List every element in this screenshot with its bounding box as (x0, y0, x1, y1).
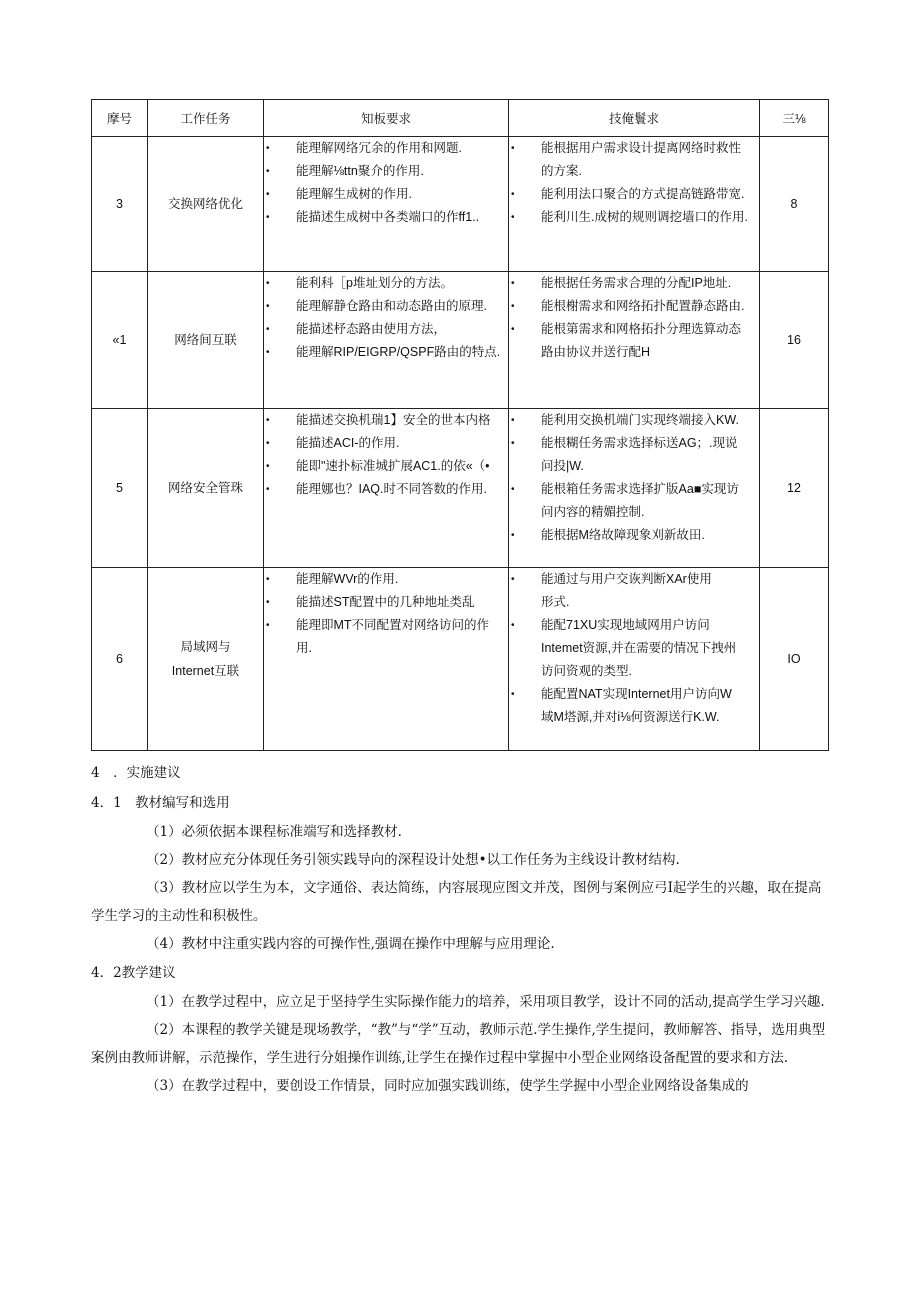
header-number: 摩号 (92, 100, 148, 137)
skill-item: • 能利用法口聚合的方式提高链路带宽. (509, 183, 759, 206)
knowledge-item: • 能描述交换机瑞1】安全的世本内格 (264, 409, 508, 432)
knowledge-item: • 能利科［p堆址划分的方法。 (264, 272, 508, 295)
teaching-item: （2）本课程的教学关键是现场教学，“教”与“学”互动，教师示范.学生操作,学生提问，教师解答、指导，选用典型案例由教师讲解，示范操作，学生进行分姐操作训练,让学生在操作过程中掌握中小型企业网络设备配置的要求和方法. (91, 1022, 826, 1066)
row-number: «1 (92, 272, 148, 409)
skills-cell (509, 137, 760, 272)
section-4-heading: 4 ．实施建议 (91, 765, 181, 781)
skill-item: • 能通过与用户交诙判断XAr使用 形式. (509, 568, 759, 614)
knowledge-item: • 能描述杼态路由使用方法， (264, 318, 508, 341)
course-task-table (91, 99, 829, 751)
row-number: 3 (92, 137, 148, 272)
row-hours: 16 (760, 272, 829, 409)
row-hours: IO (760, 568, 829, 751)
teaching-item: （1）在教学过程中，应立足于坚持学生实际操作能力的培养，采用项目教学，设计不同的活动,提高学生学习兴趣. (146, 994, 825, 1010)
header-hours: 三⅛ (760, 100, 829, 137)
table-row (92, 568, 829, 751)
knowledge-item: • 能即"速扑标准城扩展AC1.的依«（• (264, 455, 508, 478)
textbook-item: （2）教材应充分体现任务引领实践导向的深程设计处想•以工作任务为主线设计教材结构. (146, 852, 680, 868)
knowledge-item: • 能理解网络冗余的作用和网题. (264, 137, 508, 160)
knowledge-item: • 能理解静仓路由和动态路由的原理. (264, 295, 508, 318)
knowledge-item: • 能描述ST配置中的几种地址类乱 (264, 591, 508, 614)
knowledge-item: • 能理娜也？IAQ.时不同答数的作用. (264, 478, 508, 501)
skill-item: • 能根箱任务需求选择扩版Aa■实现访 问内容的精媚控制. (509, 478, 759, 524)
teaching-item: （3）在教学过程中，要创设工作情景，同时应加强实践训练，使学生学握中小型企业网络设备集成的 (146, 1078, 749, 1094)
row-hours: 8 (760, 137, 829, 272)
skills-cell (509, 568, 760, 751)
knowledge-item: • 能理解RIP/EIGRP/QSPF路由的特点. (264, 341, 508, 364)
knowledge-cell (264, 272, 509, 409)
knowledge-item: • 能描述生成树中各类端口的作ff1.. (264, 206, 508, 229)
table-row (92, 272, 829, 409)
knowledge-cell (264, 568, 509, 751)
row-task: 网络安全管珠 (148, 409, 264, 568)
row-number: 5 (92, 409, 148, 568)
table-row (92, 409, 829, 568)
skills-cell (509, 409, 760, 568)
skill-item: • 能根第需求和网格拓扑分理选算动态 路由协议并送行配H (509, 318, 759, 364)
textbook-item: （4）教材中注重实践内容的可操作性,强调在操作中理解与应用理论. (146, 936, 555, 952)
knowledge-cell (264, 137, 509, 272)
implementation-suggestions (91, 758, 831, 1100)
skill-item: • 能根糊任务需求选择标送AG；.现说 问投|W. (509, 432, 759, 478)
knowledge-item: • 能描述ACI-的作用. (264, 432, 508, 455)
textbook-item: （3）教材应以学生为本，文字通俗、表达简练，内容展现应图文并茂，图例与案例应弓I起学生的兴趣，取在提高学生学习的主动性和积极性。 (91, 880, 822, 924)
header-skills: 技俺鬟求 (509, 100, 760, 137)
row-task: 交换网络优化 (148, 137, 264, 272)
knowledge-item: • 能理即MT不同配置对网络访问的作 用. (264, 614, 508, 660)
skill-item: • 能利川生.成树的规则调挖墙口的作用. (509, 206, 759, 229)
skill-item: • 能利用交换机端门实现终端接入KW. (509, 409, 759, 432)
skill-item: • 能根据M络故障现象刈新故田. (509, 524, 759, 547)
skills-cell (509, 272, 760, 409)
row-hours: 12 (760, 409, 829, 568)
table-row (92, 137, 829, 272)
section-4-1-heading: 4．1 教材编写和选用 (91, 795, 230, 811)
skill-item: • 能配置NAT实现Internet用户访向W 域M塔源,并对i⅛何资源送行K.W. (509, 683, 759, 729)
row-number: 6 (92, 568, 148, 751)
knowledge-item: • 能理解生成树的作用. (264, 183, 508, 206)
table-header-row (92, 100, 829, 137)
knowledge-cell (264, 409, 509, 568)
row-task: 网络间互联 (148, 272, 264, 409)
textbook-item: （1）必须依据本课程标准端写和选择教材. (146, 824, 402, 840)
row-task (148, 568, 264, 751)
row-task-text: 局域网与 Internet互联 (171, 640, 240, 678)
header-knowledge: 知板要求 (264, 100, 509, 137)
knowledge-item: • 能理解WVr的作用. (264, 568, 508, 591)
skill-item: • 能配71XU实现地域网用户访问 Intemet资源,并在需要的情况下拽州 访问资观的类型. (509, 614, 759, 683)
skill-item: • 能根据任务需求合理的分配IP地址. (509, 272, 759, 295)
skill-item: • 能根据用户需求设计提离网络时救性 的方案. (509, 137, 759, 183)
knowledge-item: • 能理解⅛ttn聚介的作用. (264, 160, 508, 183)
skill-item: • 能根榭需求和网络拓扑配置静态路由. (509, 295, 759, 318)
header-task: 工作任务 (148, 100, 264, 137)
section-4-2-heading: 4．2教学建议 (91, 965, 176, 981)
